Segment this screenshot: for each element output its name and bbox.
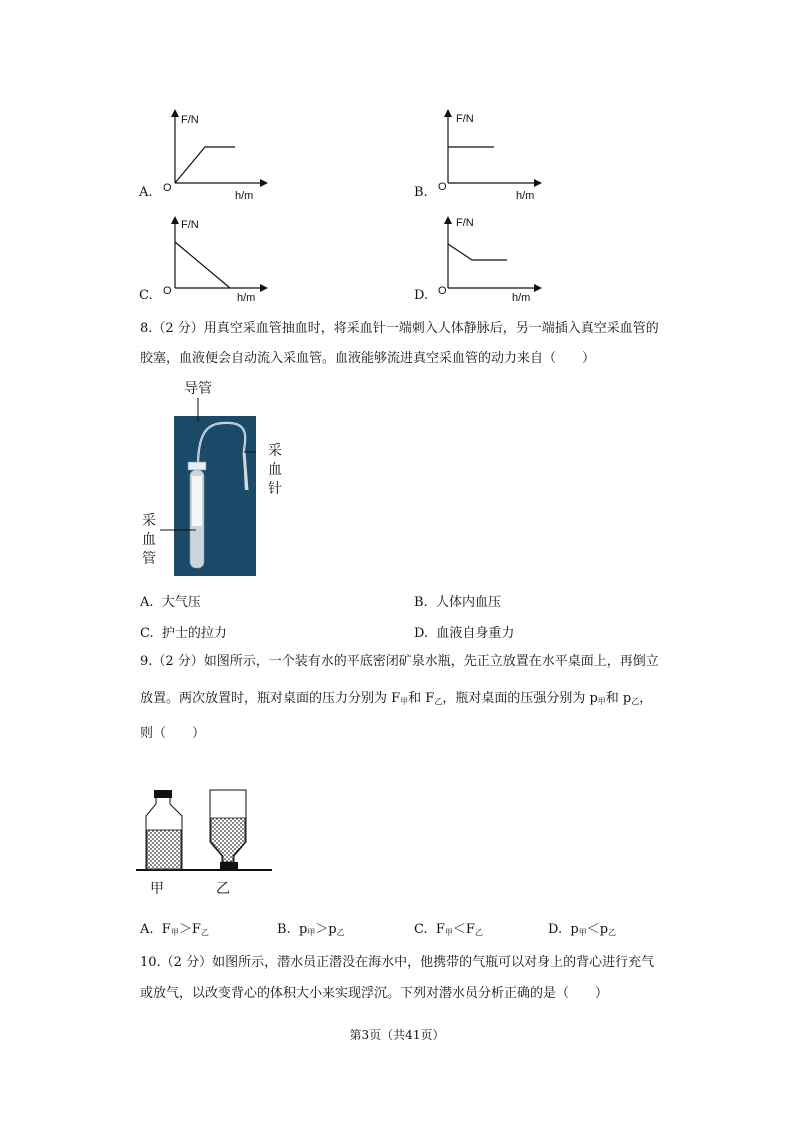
q9-line1: 9.（2 分）如图所示，一个装有水的平底密闭矿泉水瓶，先正立放置在水平桌面上，再倒立: [140, 654, 659, 669]
q10-line1: 10.（2 分）如图所示，潜水员正潜没在海水中，他携带的气瓶可以对身上的背心进行充气: [140, 955, 655, 970]
graph-c-svg: [135, 212, 275, 312]
graph-c-letter: C.: [139, 288, 153, 303]
q10-line2: 或放气，以改变背心的体积大小来实现浮沉。下列对潜水员分析正确的是（ ）: [140, 986, 609, 1001]
water-upright: [147, 830, 181, 869]
graph-option-c: [135, 212, 275, 312]
option-letter: B.: [414, 595, 428, 610]
page-footer: 第3页（共41页）: [349, 1028, 445, 1042]
cap-inverted: [220, 862, 238, 870]
graph-option-b: [412, 105, 552, 205]
needle-label: 采 血 针: [268, 443, 282, 497]
option-text: 人体内血压: [435, 595, 501, 610]
graph-option-a: [135, 105, 275, 205]
option-text: 大气压: [161, 595, 201, 610]
q8-option-b[interactable]: [414, 591, 501, 610]
bottle-jia-label: 甲: [150, 881, 164, 897]
graph-d-origin: O: [438, 285, 447, 297]
q8-figure: [140, 378, 300, 580]
option-letter: A.: [140, 595, 154, 610]
graph-option-d: [412, 212, 552, 312]
graph-d-xlabel: h/m: [512, 292, 531, 304]
water-inverted: [211, 818, 245, 862]
graph-c-origin: O: [163, 285, 172, 297]
option-letter: C.: [140, 626, 154, 641]
option-text: 血液自身重力: [436, 626, 515, 641]
graph-a-letter: A.: [139, 185, 153, 200]
graph-a-xlabel: h/m: [235, 190, 254, 202]
graph-d-letter: D.: [414, 288, 429, 303]
graph-b-xlabel: h/m: [516, 190, 535, 202]
vial-label: 采 血 管: [142, 513, 156, 567]
option-letter: D.: [414, 626, 429, 641]
graph-b-letter: B.: [414, 185, 428, 200]
q9-line3: 则（ ）: [140, 726, 206, 741]
graph-d-ylabel: F/N: [456, 217, 474, 229]
q8-option-c[interactable]: [140, 622, 227, 641]
cap-upright: [154, 790, 172, 798]
q8-option-d[interactable]: [414, 622, 514, 641]
graph-d-svg: [412, 212, 552, 312]
graph-a-curve: [175, 147, 235, 183]
q8-option-a[interactable]: [140, 591, 201, 610]
q8-line2: 胶塞，血液便会自动流入采血管。血液能够流进真空采血管的动力来自（ ）: [140, 351, 596, 366]
graph-a-ylabel: F/N: [181, 114, 199, 126]
graph-c-ylabel: F/N: [181, 219, 199, 231]
graph-d-curve: [448, 244, 507, 260]
graph-b-origin: O: [438, 181, 447, 193]
graph-b-ylabel: F/N: [456, 113, 474, 125]
option-text: 护士的拉力: [161, 626, 227, 641]
q8-line1: 8.（2 分）用真空采血管抽血时，将采血针一端刺入人体静脉后，另一端插入真空采血管的: [140, 321, 659, 336]
q9-line2: 放置。两次放置时，瓶对桌面的压力分别为 $F_甲$和 $F_乙$，瓶对桌面的压强分别为 $p_甲$和 $p_乙$，: [140, 691, 653, 706]
q9-option-c[interactable]: C. $F_甲<F_乙$: [414, 922, 483, 937]
q9-figure: [136, 782, 276, 902]
q9-option-b[interactable]: B. $p_甲>p_乙$: [277, 922, 345, 937]
q9-option-a[interactable]: A. $F_甲>F_乙$: [140, 922, 209, 937]
graph-a-svg: [135, 105, 275, 205]
graph-b-svg: [412, 105, 552, 205]
q9-option-d[interactable]: D. $p_甲<p_乙$: [548, 922, 617, 937]
bottle-yi-label: 乙: [216, 881, 230, 897]
graph-c-xlabel: h/m: [237, 292, 256, 304]
graph-a-origin: O: [163, 182, 172, 194]
catheter-label: 导管: [184, 381, 212, 397]
graph-c-curve: [175, 242, 230, 288]
